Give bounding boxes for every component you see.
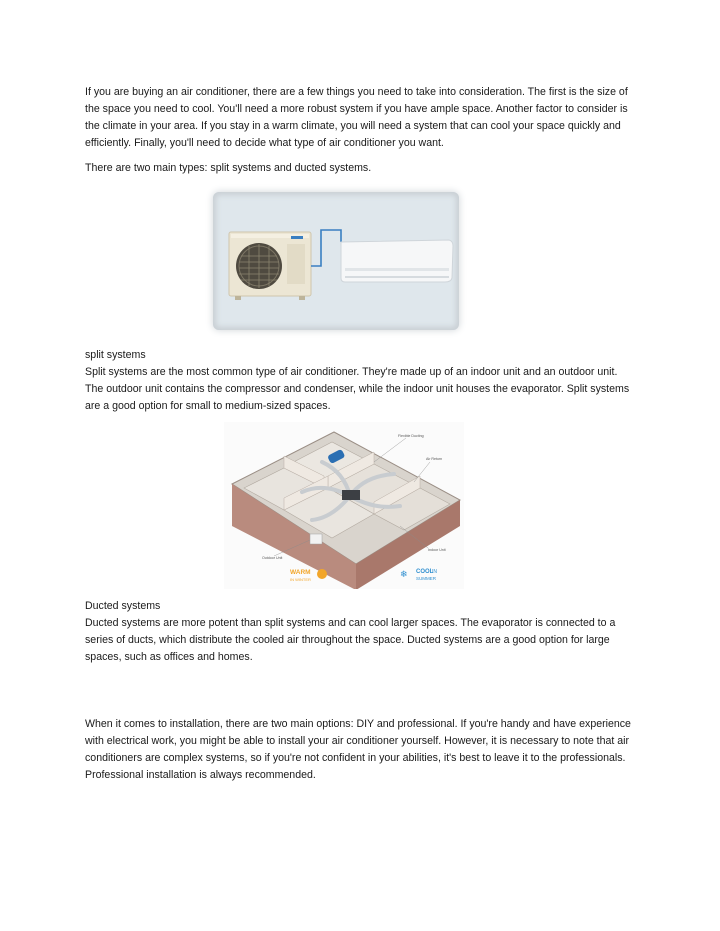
intro-paragraph: If you are buying an air conditioner, there are a few things you need to take into consideration. The first is the size of the space you need to cool. You'll need a more robust system if you have ample space. Another factor to consider is the climate in your area. If you stay in a warm climate, you will need a system that can cool your space quickly and efficiently. Finally, you'll need to decide what type of air conditioner you want.	[85, 86, 628, 149]
split-system-illustration	[213, 192, 459, 330]
cool-badge-in: IN	[432, 569, 437, 575]
indoor-unit-icon	[341, 240, 453, 282]
outdoor-unit-label: Outdoor Unit	[262, 556, 283, 560]
split-systems-heading: split systems	[85, 349, 146, 361]
ducted-system-image	[224, 422, 464, 589]
ducting-label: Flexible Ducting	[398, 434, 424, 438]
snowflake-icon: ❄	[400, 570, 408, 580]
installation-paragraph: When it comes to installation, there are two main options: DIY and professional. If you're handy and have experience with electrical work, you might be able to install your air conditioner yourself. However, it is necessary to note that air conditioners are complex systems, so if you're not confident in your abilities, it's best to leave it to the professionals. Professional installation is always recommended.	[85, 718, 631, 781]
cool-in-summer-badge	[400, 569, 437, 581]
warm-in-winter-badge	[290, 569, 327, 582]
split-systems-paragraph: Split systems are the most common type of air conditioner. They're made up of an indoor unit and an outdoor unit. The outdoor unit contains the compressor and condenser, while the indoor unit houses the evaporator. Split systems are a good option for small to medium-sized spaces.	[85, 366, 630, 412]
indoor-unit-label: Indoor Unit	[428, 548, 446, 552]
air-return-label: Air Return	[426, 457, 443, 461]
ducted-systems-paragraph: Ducted systems are more potent than split systems and can cool larger spaces. The evaporator is connected to a series of ducts, which distribute the cooled air throughout the space. Ducted systems are a good option for large spaces, such as offices and homes.	[85, 617, 616, 663]
types-paragraph: There are two main types: split systems and ducted systems.	[85, 162, 372, 174]
outdoor-unit-icon	[229, 232, 311, 300]
sun-icon	[317, 569, 327, 579]
cool-badge-text: COOL	[416, 569, 434, 575]
warm-badge-subtext: IN WINTER	[290, 577, 311, 582]
ducted-house-illustration	[224, 422, 464, 589]
ducted-systems-heading: Ducted systems	[85, 600, 161, 612]
split-system-image	[213, 192, 459, 330]
warm-badge-text: WARM	[290, 569, 311, 576]
refrigerant-pipe	[311, 230, 341, 266]
cool-badge-subtext: SUMMER	[416, 576, 436, 581]
fan-coil-unit	[342, 490, 360, 500]
